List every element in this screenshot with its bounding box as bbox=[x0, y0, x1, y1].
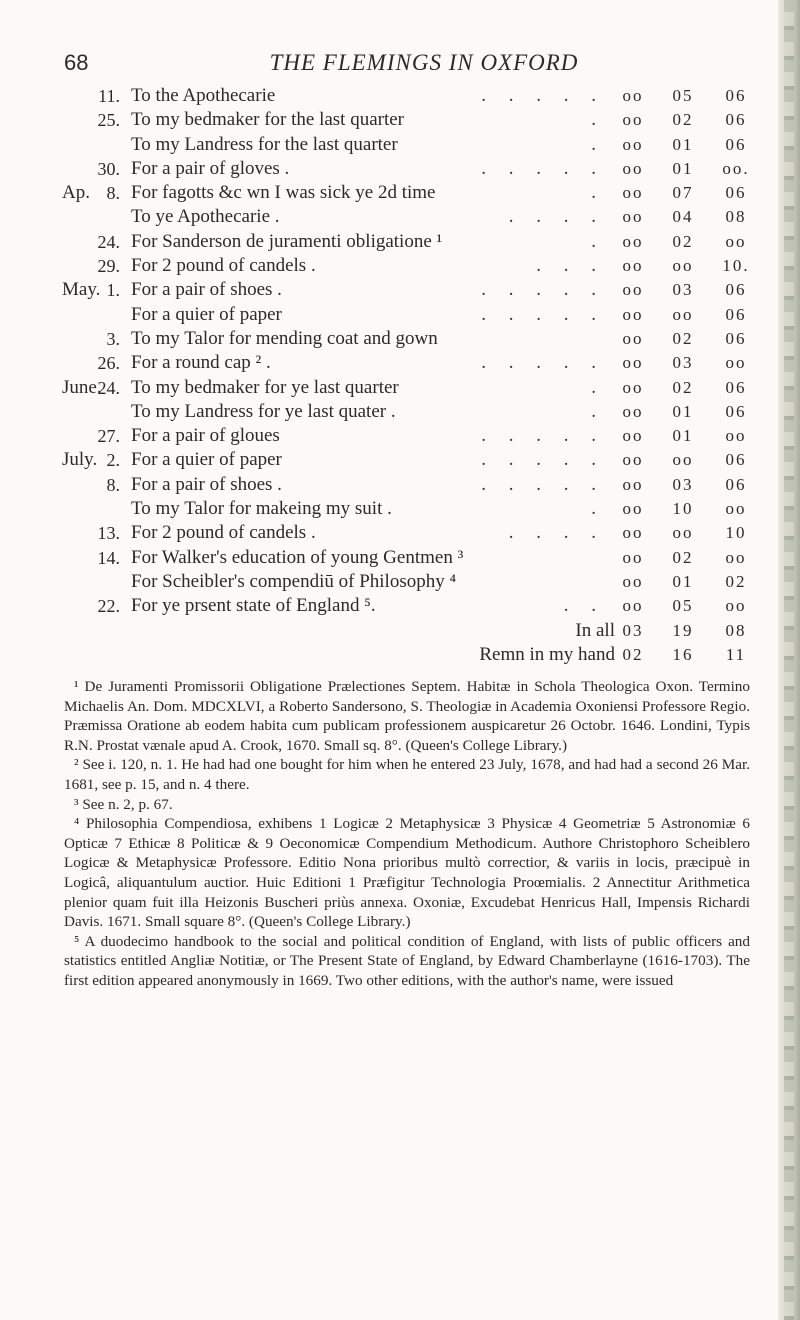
entry-pounds: oo bbox=[622, 499, 644, 519]
entry-pounds: oo bbox=[622, 377, 644, 397]
entry-shillings: 03 bbox=[672, 280, 694, 300]
entry-pence: 06 bbox=[725, 134, 747, 154]
entry-pounds: oo bbox=[622, 328, 644, 348]
entry-leader-dots: . . . . . bbox=[481, 85, 605, 106]
ledger-row bbox=[0, 84, 800, 108]
footnote: ⁵ A duodecimo handbook to the social and political condition of England, with lists of public officers and statistics entitled Angliæ Notitiæ, or The Present State of England, by Edward Chamberlayne (1616-1703). The first edition appeared anonymously in 1669. Two other editions, with the author's name, were issued bbox=[64, 932, 750, 989]
entry-shillings: 07 bbox=[672, 183, 694, 203]
entry-pence: 06 bbox=[725, 280, 747, 300]
ledger-row bbox=[0, 230, 800, 254]
entry-day: 13. bbox=[97, 523, 120, 544]
entry-shillings: 01 bbox=[672, 401, 694, 421]
entry-description: For fagotts &c wn I was sick ye 2d time bbox=[131, 182, 436, 204]
ledger-row bbox=[0, 400, 800, 424]
footnotes bbox=[64, 677, 750, 991]
entry-description: To my Landress for the last quarter bbox=[131, 133, 398, 155]
ledger-row bbox=[0, 570, 800, 594]
entry-pounds: oo bbox=[622, 304, 644, 324]
entry-leader-dots: . . . . bbox=[508, 522, 605, 544]
entry-description: For Walker's education of young Gentmen ³ bbox=[131, 546, 464, 568]
entry-shillings: 02 bbox=[672, 547, 694, 567]
entry-description: For a quier of paper bbox=[131, 303, 282, 325]
entry-shillings: 02 bbox=[672, 377, 694, 397]
ledger-row bbox=[0, 448, 800, 472]
account-ledger bbox=[0, 84, 800, 667]
entry-pence: oo. bbox=[722, 158, 750, 178]
entry-pence: oo bbox=[725, 547, 747, 567]
entry-day: 24. bbox=[97, 231, 120, 252]
ledger-row bbox=[0, 351, 800, 375]
total-pence: 08 bbox=[725, 620, 747, 640]
entry-leader-dots: . . . . . bbox=[481, 352, 605, 374]
entry-pounds: oo bbox=[622, 158, 644, 178]
footnote: ³ See n. 2, p. 67. bbox=[74, 795, 173, 813]
entry-pounds: oo bbox=[622, 110, 644, 130]
entry-leader-dots: . . . . . bbox=[481, 303, 605, 325]
entry-description: For a pair of gloves . bbox=[131, 157, 290, 179]
entry-pounds: oo bbox=[622, 207, 644, 227]
entry-shillings: oo bbox=[672, 304, 694, 324]
entry-pence: 06 bbox=[725, 304, 747, 324]
entry-description: For Sanderson de juramenti obligatione ¹ bbox=[131, 230, 443, 252]
entry-leader-dots: . bbox=[591, 182, 605, 204]
entry-pence: 06 bbox=[725, 450, 747, 470]
entry-day: 24. bbox=[97, 377, 120, 398]
ledger-row bbox=[0, 376, 800, 400]
ledger-row bbox=[0, 181, 800, 205]
entry-pounds: oo bbox=[622, 571, 644, 591]
entry-shillings: 01 bbox=[672, 571, 694, 591]
entry-pounds: oo bbox=[622, 86, 644, 105]
entry-pounds: oo bbox=[622, 547, 644, 567]
ledger-row bbox=[0, 594, 800, 618]
entry-description: To my bedmaker for the last quarter bbox=[131, 109, 405, 131]
entry-leader-dots: . . . bbox=[536, 255, 605, 277]
entry-shillings: oo bbox=[672, 523, 694, 543]
entry-description: To ye Apothecarie . bbox=[131, 206, 280, 228]
ledger-row bbox=[0, 108, 800, 132]
entry-day: 25. bbox=[97, 110, 120, 131]
ledger-row bbox=[0, 303, 800, 327]
total-label: In all bbox=[575, 619, 615, 641]
total-pounds: 03 bbox=[622, 620, 644, 640]
ledger-row bbox=[0, 521, 800, 545]
entry-day: 11. bbox=[98, 86, 120, 106]
entry-shillings: 05 bbox=[672, 86, 694, 105]
entry-pounds: oo bbox=[622, 596, 644, 616]
total-pence: 11 bbox=[725, 644, 747, 664]
entry-day: 27. bbox=[97, 426, 120, 447]
total-label: Remn in my hand bbox=[479, 643, 615, 665]
ledger-row bbox=[0, 254, 800, 278]
ledger-total-row bbox=[0, 619, 800, 643]
entry-shillings: 01 bbox=[672, 426, 694, 446]
entry-shillings: 02 bbox=[672, 328, 694, 348]
entry-leader-dots: . bbox=[591, 230, 605, 252]
entry-shillings: 03 bbox=[672, 353, 694, 373]
footnote: ⁴ Philosophia Compendiosa, exhibens 1 Logicæ 2 Metaphysicæ 3 Physicæ 4 Geometriæ 5 Astronomiæ 6 Opticæ 7 Ethicæ 8 Politicæ & 9 Oeconomicæ Compendium Methodicum. Authore Christophoro Scheiblero Logicæ & Metaphysicæ Professore. Editio Nona prioribus multò correctior, & variis in locis, præcipuè in Logicâ, aliquantulum auctior. Huic Editioni 1 Præfigitur Technologia Proœmialis. 2 Annectitur Arithmetica plenior quam fuit illa Heizonis Buscheri priùs annexa. Oxoniæ, Excudebat Henricus Hall, Impensis Richardi Davis. 1671. Small square 8°. (Queen's College Library.) bbox=[64, 815, 750, 931]
ledger-row bbox=[0, 205, 800, 229]
entry-description: For a pair of gloues bbox=[131, 425, 280, 447]
entry-shillings: 01 bbox=[672, 158, 694, 178]
entry-day: 30. bbox=[97, 158, 120, 179]
entry-leader-dots: . . . . bbox=[508, 206, 605, 228]
ledger-row bbox=[0, 497, 800, 521]
entry-pence: 06 bbox=[725, 183, 747, 203]
total-shillings: 16 bbox=[672, 644, 694, 664]
entry-month: June. bbox=[62, 376, 102, 398]
page-number: 68 bbox=[64, 50, 89, 75]
entry-leader-dots: . . . . . bbox=[481, 449, 605, 471]
entry-leader-dots: . bbox=[591, 376, 605, 398]
entry-description: For a pair of shoes . bbox=[131, 279, 282, 301]
entry-shillings: oo bbox=[672, 450, 694, 470]
entry-shillings: 10 bbox=[672, 499, 694, 519]
entry-pence: oo bbox=[725, 596, 747, 616]
ledger-row bbox=[0, 278, 800, 302]
entry-pence: 06 bbox=[725, 328, 747, 348]
entry-pounds: oo bbox=[622, 426, 644, 446]
entry-pence: 10. bbox=[722, 256, 750, 276]
entry-leader-dots: . bbox=[591, 109, 605, 131]
ledger-row bbox=[0, 473, 800, 497]
entry-month: July. bbox=[62, 449, 98, 471]
entry-pence: 08 bbox=[725, 207, 747, 227]
entry-day: 2. bbox=[106, 450, 120, 471]
entry-shillings: 01 bbox=[672, 134, 694, 154]
entry-month: Ap. bbox=[62, 182, 90, 204]
ledger-total-row bbox=[0, 643, 800, 667]
entry-pence: 06 bbox=[725, 474, 747, 494]
entry-pence: 10 bbox=[725, 523, 747, 543]
entry-pence: oo bbox=[725, 499, 747, 519]
entry-shillings: 02 bbox=[672, 110, 694, 130]
entry-pence: 06 bbox=[725, 86, 747, 105]
entry-shillings: 04 bbox=[672, 207, 694, 227]
entry-leader-dots: . . . . . bbox=[481, 157, 605, 179]
entry-description: To my bedmaker for ye last quarter bbox=[131, 376, 399, 398]
entry-pence: oo bbox=[725, 426, 747, 446]
entry-description: For 2 pound of candels . bbox=[131, 255, 316, 277]
entry-month: May. bbox=[62, 279, 101, 301]
entry-description: For ye prsent state of England ⁵. bbox=[131, 595, 376, 617]
entry-leader-dots: . bbox=[591, 400, 605, 422]
entry-day: 3. bbox=[106, 328, 120, 349]
entry-pounds: oo bbox=[622, 523, 644, 543]
entry-description: To my Talor for makeing my suit . bbox=[131, 498, 392, 520]
entry-description: For a pair of shoes . bbox=[131, 473, 282, 495]
footnote: ¹ De Juramenti Promissorii Obligatione Prælectiones Septem. Habitæ in Schola Theologica Oxon. Termino Michaelis An. Dom. MDCXLVI, a Roberto Sandersono, S. Theologiæ in Academia Oxoniensi Professore Regio. Præmissa Oratione ab eodem habita cum publicam professionem auspicaretur 26 Octobr. 1646. Londini, Typis R.N. Prostat vænale apud A. Crook, 1670. Small sq. 8°. (Queen's College Library.) bbox=[64, 678, 750, 754]
entry-day: 14. bbox=[97, 547, 120, 568]
entry-shillings: oo bbox=[672, 256, 694, 276]
entry-leader-dots: . . . . . bbox=[481, 473, 605, 495]
entry-pence: oo bbox=[725, 353, 747, 373]
entry-description: To the Apothecarie bbox=[131, 85, 276, 106]
entry-description: For 2 pound of candels . bbox=[131, 522, 316, 544]
entry-shillings: 03 bbox=[672, 474, 694, 494]
entry-leader-dots: . . . . . bbox=[481, 279, 605, 301]
entry-pounds: oo bbox=[622, 450, 644, 470]
entry-shillings: 02 bbox=[672, 231, 694, 251]
entry-leader-dots: . bbox=[591, 498, 605, 520]
entry-description: For a round cap ² . bbox=[131, 352, 271, 374]
entry-pounds: oo bbox=[622, 280, 644, 300]
ledger-row bbox=[0, 546, 800, 570]
entry-pence: 02 bbox=[725, 571, 747, 591]
entry-day: 26. bbox=[97, 353, 120, 374]
entry-description: For a quier of paper bbox=[131, 449, 282, 471]
total-shillings: 19 bbox=[672, 620, 694, 640]
entry-pounds: oo bbox=[622, 353, 644, 373]
ledger-row bbox=[0, 327, 800, 351]
entry-pence: 06 bbox=[725, 401, 747, 421]
entry-shillings: 05 bbox=[672, 596, 694, 616]
entry-pounds: oo bbox=[622, 474, 644, 494]
entry-day: 29. bbox=[97, 256, 120, 277]
entry-pounds: oo bbox=[622, 401, 644, 421]
ledger-row bbox=[0, 157, 800, 181]
footnote: ² See i. 120, n. 1. He had had one bought for him when he entered 23 July, 1678, and had had a second 26 Mar. 1681, see p. 15, and n. 4 there. bbox=[64, 756, 750, 793]
entry-leader-dots: . . bbox=[563, 595, 605, 617]
entry-pounds: oo bbox=[622, 231, 644, 251]
ledger-row bbox=[0, 424, 800, 448]
entry-description: To my Talor for mending coat and gown bbox=[131, 327, 438, 349]
entry-pence: 06 bbox=[725, 377, 747, 397]
entry-description: For Scheibler's compendiū of Philosophy ⁴ bbox=[131, 570, 457, 592]
entry-description: To my Landress for ye last quater . bbox=[131, 400, 396, 422]
entry-day: 8. bbox=[106, 474, 120, 495]
entry-pounds: oo bbox=[622, 256, 644, 276]
entry-day: 1. bbox=[106, 280, 120, 301]
entry-day: 22. bbox=[97, 596, 120, 617]
entry-leader-dots: . bbox=[591, 133, 605, 155]
entry-leader-dots: . . . . . bbox=[481, 425, 605, 447]
entry-day: 8. bbox=[106, 183, 120, 204]
page-header bbox=[64, 50, 744, 80]
entry-pounds: oo bbox=[622, 183, 644, 203]
total-pounds: 02 bbox=[622, 644, 644, 664]
entry-pence: oo bbox=[725, 231, 747, 251]
running-title: THE FLEMINGS IN OXFORD bbox=[269, 50, 579, 75]
entry-pence: 06 bbox=[725, 110, 747, 130]
ledger-row bbox=[0, 133, 800, 157]
entry-pounds: oo bbox=[622, 134, 644, 154]
